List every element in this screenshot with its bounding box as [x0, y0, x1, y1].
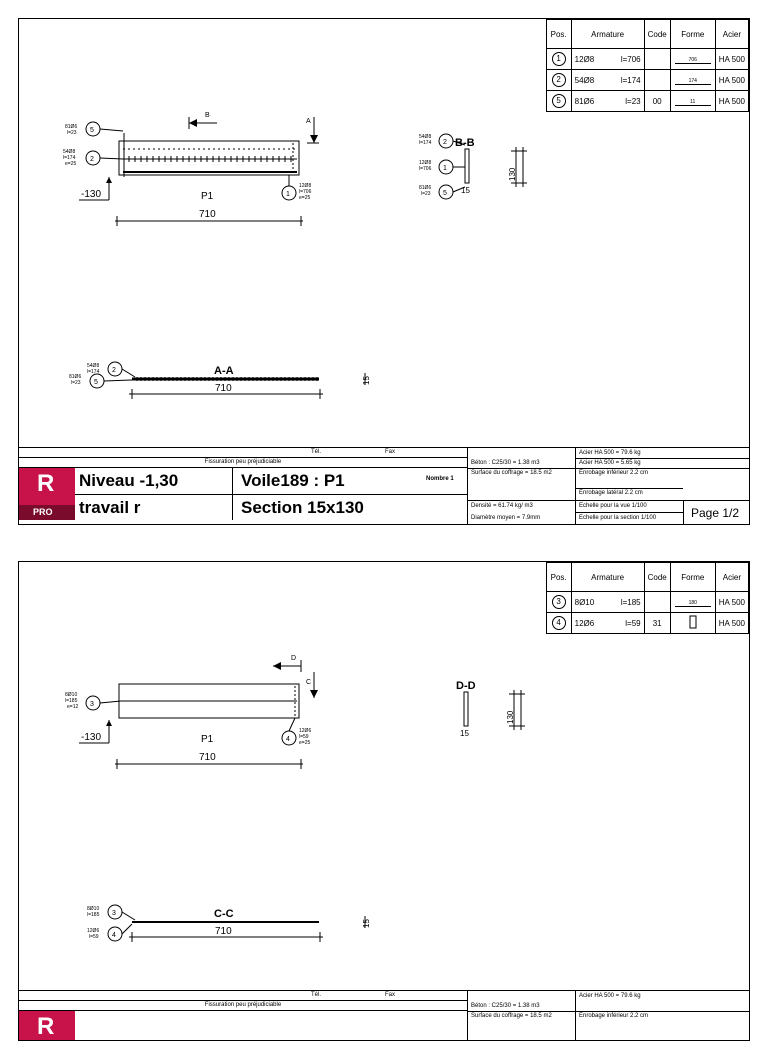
straight-bar-shape-icon: 706	[675, 57, 711, 64]
app-logo	[19, 1011, 75, 1041]
length-dimension: 710	[199, 209, 216, 220]
callout-text: 54Ø8	[87, 363, 100, 369]
section-mark-b: B	[205, 112, 210, 119]
bottom-cover: Enrobage inférieur 2.2 cm	[579, 470, 649, 476]
rebar-table-header	[546, 20, 748, 49]
section-height-dimension: 130	[506, 710, 515, 724]
callout-text: 8Ø10	[87, 906, 100, 912]
callout-text: e=12	[67, 704, 79, 710]
callout-number: 5	[90, 127, 94, 134]
section-aa-title: A-A	[214, 365, 234, 377]
section-dd-outline	[464, 692, 468, 726]
callout-number: 1	[443, 165, 447, 172]
formwork-surface: Surface du coffrage = 18.5 m2	[471, 1013, 552, 1019]
section-cc-side-dimension: 15	[362, 919, 371, 928]
link-shape-icon: 11	[675, 99, 711, 106]
quantity-label: Nombre 1	[426, 476, 454, 482]
header-armature: Armature	[571, 563, 644, 592]
rebar-length: l=706	[620, 54, 641, 64]
rebar-bars: 12Ø6	[574, 618, 595, 628]
callout-text: l=174	[87, 369, 100, 375]
section-bb-outline	[465, 149, 469, 183]
section-height-dimension: 130	[508, 167, 517, 181]
callout-text: l=23	[71, 380, 81, 386]
section-width-dimension: 15	[460, 729, 469, 738]
page-number: Page 1/2	[691, 506, 740, 520]
divider	[575, 991, 576, 1041]
rebar-bars: 12Ø8	[574, 54, 595, 64]
callout-text: l=174	[63, 155, 76, 161]
section-mark-d: D	[291, 655, 297, 662]
rebar-steel: HA 500	[715, 91, 748, 112]
divider	[575, 458, 750, 459]
divider	[575, 512, 683, 513]
view-scale: Echelle pour la vue 1/100	[579, 503, 647, 509]
callout-text: 54Ø8	[63, 149, 76, 155]
stirrup-shape-icon	[686, 614, 700, 630]
cracking-class: Fissuration peu préjudiciable	[19, 458, 467, 468]
callout-number: 2	[90, 156, 94, 163]
fax-label: Fax	[385, 449, 396, 455]
divider	[467, 468, 750, 469]
arrowhead-icon	[310, 135, 318, 143]
divider	[575, 488, 683, 489]
callout-text: l=185	[87, 912, 100, 918]
side-cover: Enrobage latéral 2.2 cm	[579, 490, 643, 496]
arrowhead-icon	[310, 690, 318, 698]
steel-weight: Acier HA 500 = 5.65 kg	[579, 460, 641, 466]
header-forme: Forme	[670, 20, 715, 49]
callout-text: 81Ø6	[419, 185, 432, 191]
callout-number: 3	[112, 910, 116, 917]
cracking-class: Fissuration peu préjudiciable	[19, 1001, 467, 1011]
header-pos: Pos.	[546, 563, 571, 592]
divider	[19, 494, 467, 495]
divider	[467, 1011, 750, 1012]
leader-line	[289, 718, 295, 731]
divider	[467, 991, 468, 1041]
callout-text: 12Ø8	[299, 183, 312, 189]
callout-number: 1	[286, 191, 290, 198]
leader-line	[122, 924, 132, 934]
callout-number: 2	[112, 367, 116, 374]
tel-label: Tél.	[311, 449, 322, 455]
section-aa-side-dimension: 15	[362, 376, 371, 385]
callout-number: 5	[94, 379, 98, 386]
logo-letter: R	[37, 1013, 55, 1040]
bottom-cover: Enrobage inférieur 2.2 cm	[579, 1013, 649, 1019]
table-row	[546, 49, 748, 70]
density: Densité = 61.74 kg/ m3	[471, 503, 533, 509]
rebar-length: l=185	[620, 597, 641, 607]
section-aa-dimension: 710	[215, 383, 232, 394]
wall-title: Voile189 : P1	[241, 471, 345, 490]
header-acier: Acier	[715, 563, 748, 592]
section-width-dimension: 15	[461, 186, 470, 195]
section-mark-a: A	[306, 118, 311, 125]
rebar-bars: 54Ø8	[574, 75, 595, 85]
rebar-code	[644, 49, 670, 70]
title-block	[19, 447, 749, 525]
logo-letter: R	[37, 470, 55, 497]
straight-bar-shape-icon: 174	[675, 78, 711, 85]
leader-line	[100, 701, 121, 703]
callout-number: 3	[90, 701, 94, 708]
rebar-steel: HA 500	[715, 49, 748, 70]
drawing-sheet-page-1	[18, 18, 750, 525]
callout-number: 2	[443, 139, 447, 146]
rebar-code	[644, 592, 670, 613]
header-forme: Forme	[670, 563, 715, 592]
divider	[575, 448, 576, 525]
table-row	[546, 91, 748, 112]
table-row	[546, 592, 748, 613]
rebar-code	[644, 70, 670, 91]
steel-weight: Acier HA 500 = 79.6 kg	[579, 450, 641, 456]
divider	[232, 468, 233, 520]
callout-number: 4	[112, 932, 116, 939]
leader-line	[100, 158, 123, 159]
divider	[683, 500, 684, 525]
callout-text: 12Ø8	[419, 160, 432, 166]
rebar-code: 31	[644, 613, 670, 634]
rebar-steel: HA 500	[715, 70, 748, 91]
section-scale: Echelle pour la section 1/100	[579, 515, 657, 521]
callout-text: l=59	[299, 734, 309, 740]
callout-text: e=25	[299, 195, 311, 201]
section-bb-title: B-B	[455, 137, 475, 149]
leader-line	[122, 912, 135, 920]
rebar-schedule-table	[546, 562, 749, 634]
length-dimension: 710	[199, 752, 216, 763]
title-block	[19, 990, 749, 1041]
drawing-sheet-page-2	[18, 561, 750, 1041]
concrete-volume: Béton : C25/30 = 1.38 m3	[471, 460, 540, 466]
steel-weight: Acier HA 500 = 79.6 kg	[579, 993, 641, 999]
mean-diameter: Diamètre moyen = 7.9mm	[471, 515, 541, 521]
position-badge: 5	[552, 94, 566, 108]
divider	[467, 448, 468, 525]
title-block-contact-row	[19, 991, 467, 1001]
header-code: Code	[644, 20, 670, 49]
position-badge: 2	[552, 73, 566, 87]
wall-label: P1	[201, 191, 214, 202]
position-badge: 1	[552, 52, 566, 66]
level-triangle-icon	[106, 177, 112, 183]
rebar-table-header	[546, 563, 748, 592]
table-row	[546, 70, 748, 91]
wall-elevation-outline	[119, 141, 299, 175]
level-value: -130	[81, 189, 102, 200]
tel-label: Tél.	[311, 992, 322, 998]
fax-label: Fax	[385, 992, 396, 998]
leader-line	[104, 380, 132, 381]
callout-text: 12Ø6	[299, 728, 312, 734]
callout-text: 8Ø10	[65, 692, 78, 698]
title-block-contact-row	[19, 448, 467, 458]
callout-text: 81Ø6	[65, 124, 78, 130]
divider	[467, 500, 750, 501]
arrowhead-icon	[189, 119, 197, 127]
callout-text: l=185	[65, 698, 78, 704]
section-cc-title: C-C	[214, 908, 234, 920]
header-acier: Acier	[715, 20, 748, 49]
position-badge: 4	[552, 616, 566, 630]
callout-text: 12Ø6	[87, 928, 100, 934]
wall-label: P1	[201, 734, 214, 745]
level-value: -130	[81, 732, 102, 743]
level-triangle-icon	[106, 720, 112, 726]
callout-text: e=25	[299, 740, 311, 746]
section-dd-title: D-D	[456, 680, 476, 692]
header-code: Code	[644, 563, 670, 592]
callout-number: 4	[286, 736, 290, 743]
concrete-volume: Béton : C25/30 = 1.38 m3	[471, 1003, 540, 1009]
leader-line	[122, 369, 135, 377]
section-mark-c: C	[306, 679, 312, 686]
header-armature: Armature	[571, 20, 644, 49]
callout-text: l=23	[67, 130, 77, 136]
formwork-surface: Surface du coffrage = 18.5 m2	[471, 470, 552, 476]
position-badge: 3	[552, 595, 566, 609]
rebar-schedule-table	[546, 19, 749, 112]
callout-text: l=23	[421, 191, 431, 197]
callout-text: 81Ø6	[69, 374, 82, 380]
header-pos: Pos.	[546, 20, 571, 49]
level-title: Niveau -1,30	[79, 471, 179, 490]
rebar-length: l=23	[625, 96, 641, 106]
callout-text: l=59	[89, 934, 99, 940]
logo-pro-label: PRO	[19, 505, 75, 520]
rebar-bars: 8Ø10	[574, 597, 595, 607]
callout-text: l=706	[299, 189, 312, 195]
callout-text: l=706	[419, 166, 432, 172]
drawing-area-page-1	[19, 19, 559, 449]
rebar-length: l=59	[625, 618, 641, 628]
callout-text: 54Ø8	[419, 134, 432, 140]
callout-number: 5	[443, 190, 447, 197]
work-title: travail r	[79, 498, 141, 517]
arrowhead-icon	[273, 662, 281, 670]
rebar-code: 00	[644, 91, 670, 112]
rebar-steel: HA 500	[715, 592, 748, 613]
leader-line	[100, 129, 123, 131]
straight-bar-shape-icon: 180	[675, 600, 711, 607]
rebar-length: l=174	[620, 75, 641, 85]
section-cc-dimension: 710	[215, 926, 232, 937]
app-logo	[19, 468, 75, 520]
drawing-area-page-2	[19, 562, 559, 992]
rebar-bars: 81Ø6	[574, 96, 595, 106]
section-title: Section 15x130	[241, 498, 364, 517]
callout-text: l=174	[419, 140, 432, 146]
callout-text: e=25	[65, 161, 77, 167]
rebar-steel: HA 500	[715, 613, 748, 634]
table-row	[546, 613, 748, 634]
